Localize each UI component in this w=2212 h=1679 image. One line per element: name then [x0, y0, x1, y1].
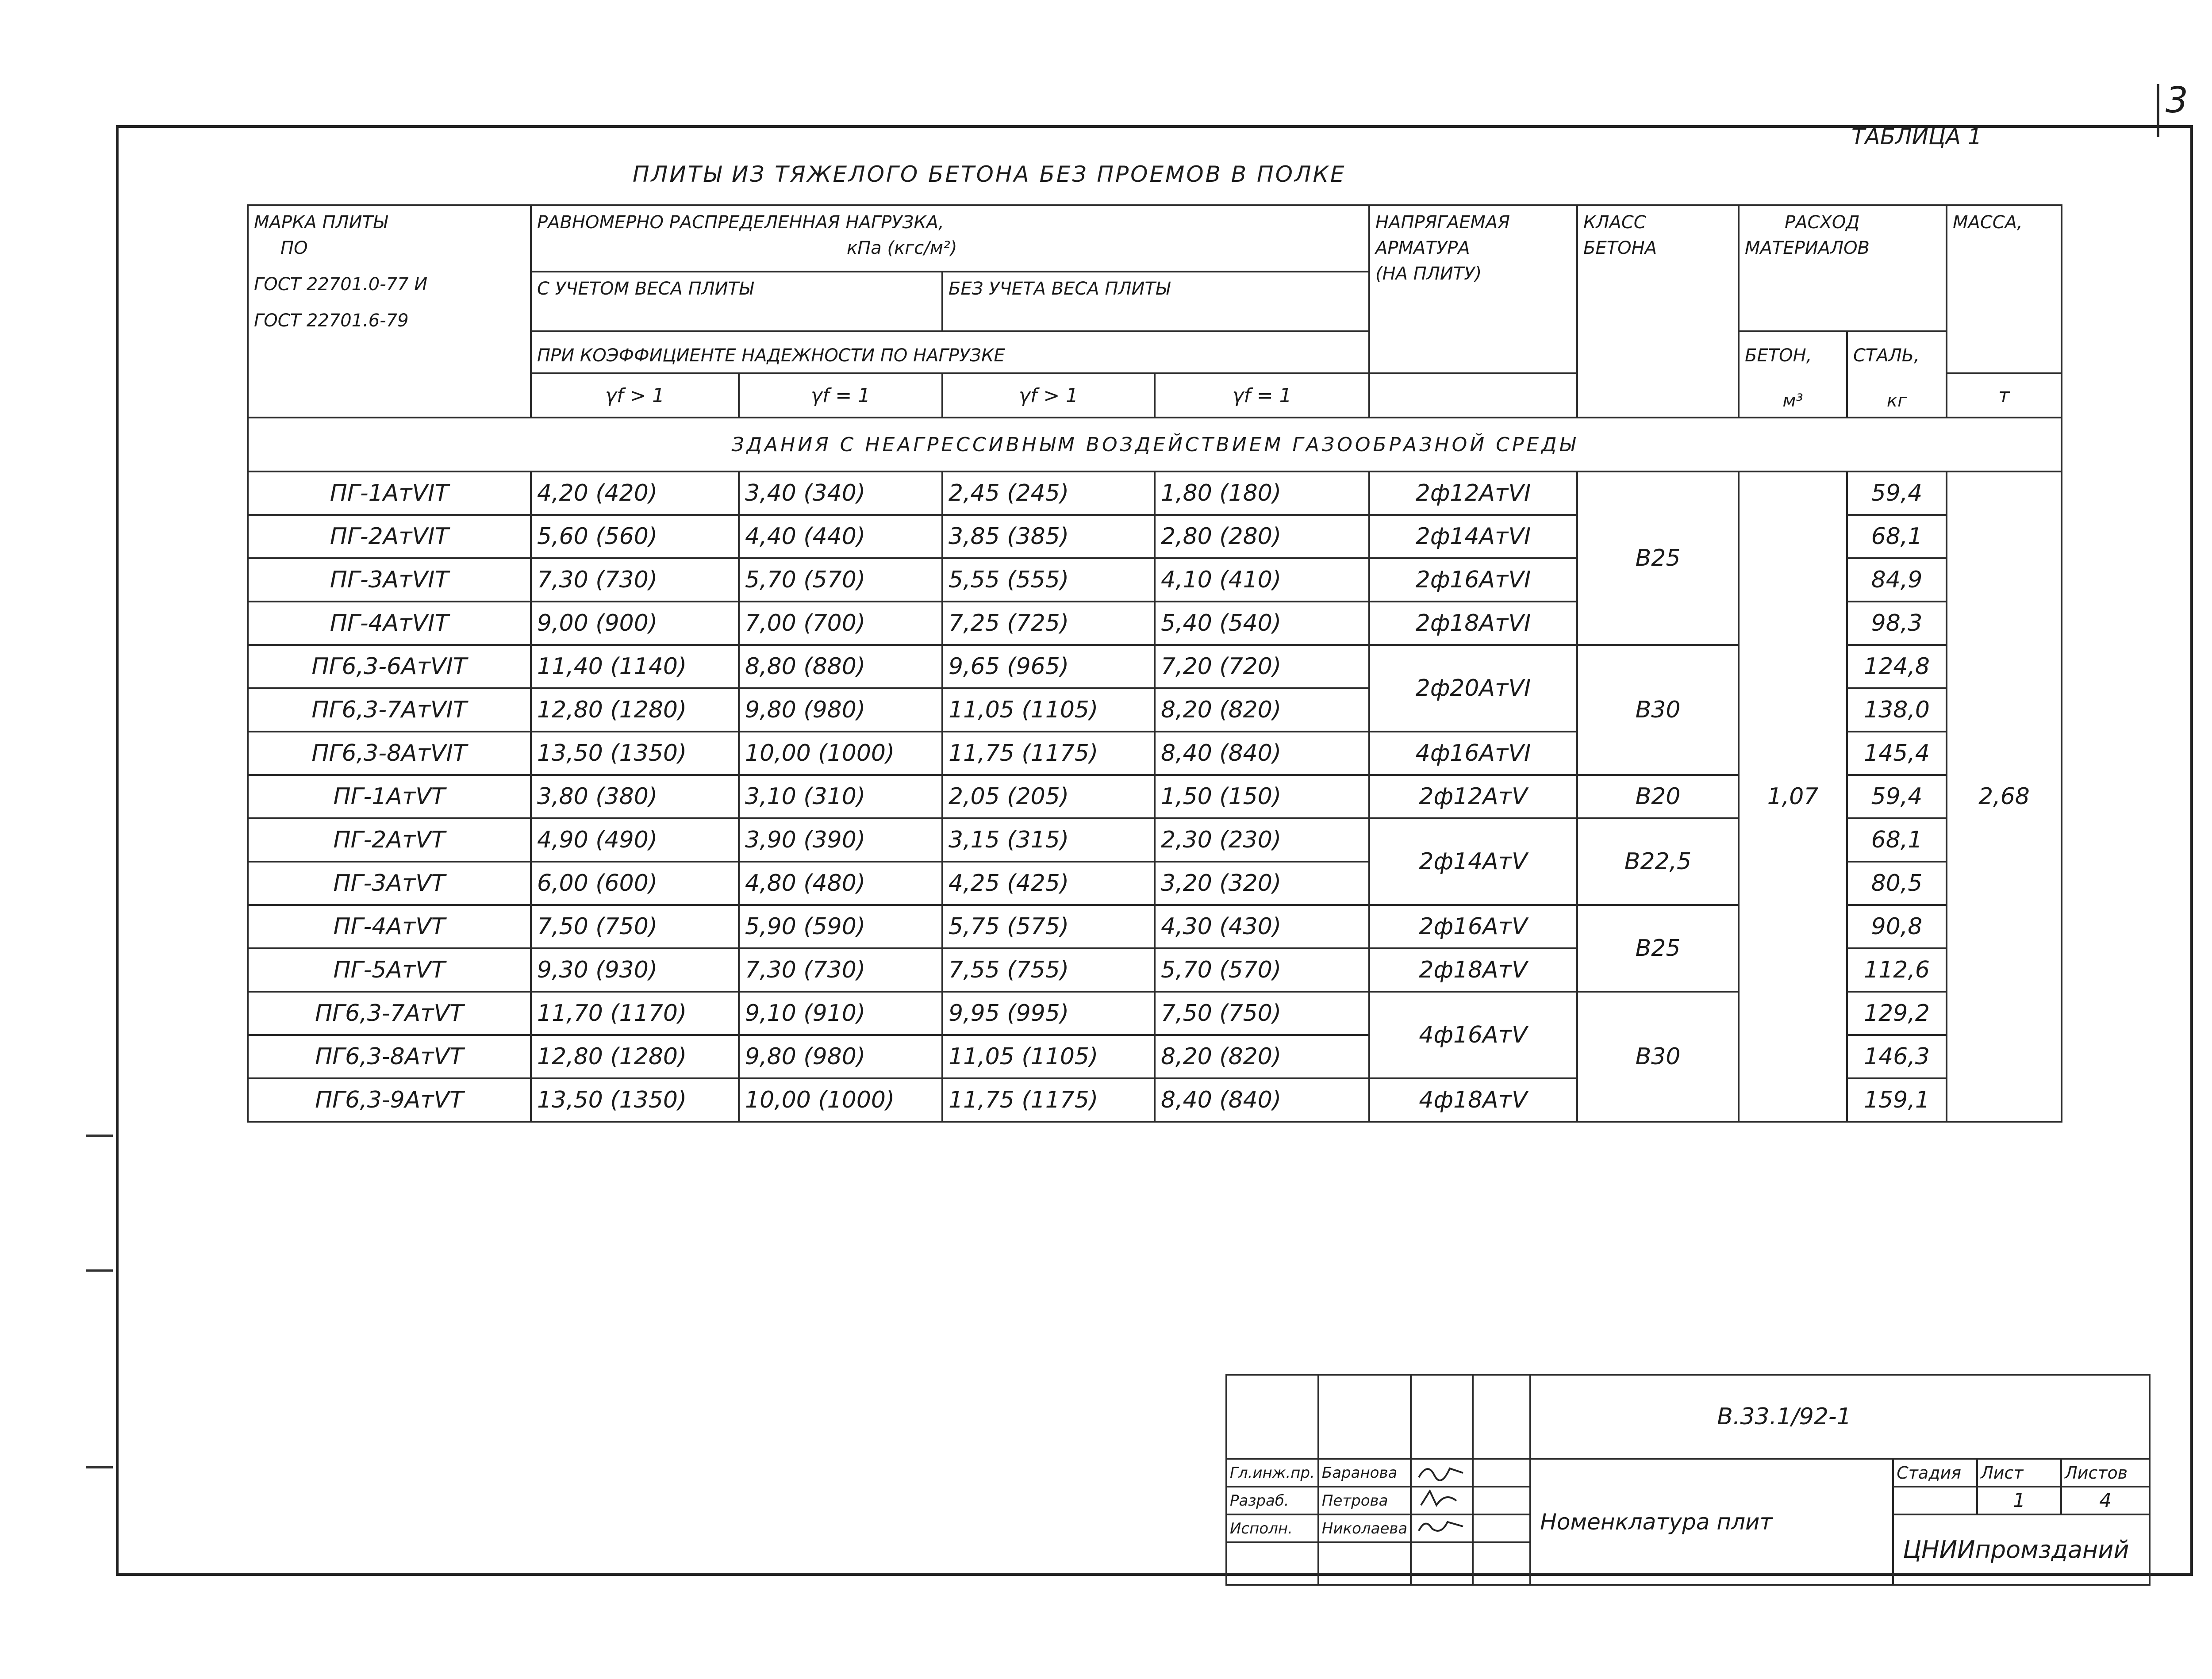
stage-label: Стадия — [1893, 1459, 1977, 1487]
margin-tick — [86, 1135, 113, 1137]
row-steel: 145,4 — [1847, 732, 1947, 775]
header-consumption: РАСХОД МАТЕРИАЛОВ — [1739, 205, 1947, 331]
row-rebar: 4ф16АтV — [1369, 992, 1577, 1078]
row-load-with-eq1: 8,80 (880) — [739, 645, 942, 688]
row-mark: ПГ6,3-6АтVIТ — [248, 645, 531, 688]
table-label: ТАБЛИЦА 1 — [1851, 124, 1982, 150]
signature — [1414, 1487, 1467, 1510]
row-steel: 112,6 — [1847, 948, 1947, 992]
mass-value: 2,68 — [1947, 472, 2062, 1122]
row-steel: 68,1 — [1847, 515, 1947, 558]
row-mark: ПГ-1АтVIТ — [248, 472, 531, 515]
row-load-without-eq1: 2,80 (280) — [1155, 515, 1369, 558]
row-load-with-gt1: 5,60 (560) — [531, 515, 739, 558]
role-label: Гл.инж.пр. — [1226, 1459, 1318, 1487]
row-rebar: 4ф16АтVI — [1369, 732, 1577, 775]
row-load-without-eq1: 5,70 (570) — [1155, 948, 1369, 992]
row-load-without-eq1: 8,40 (840) — [1155, 732, 1369, 775]
header-gamma-eq1-no-weight: γf = 1 — [1155, 373, 1369, 418]
row-load-without-gt1: 7,25 (725) — [942, 602, 1155, 645]
row-load-with-eq1: 9,80 (980) — [739, 688, 942, 732]
row-mark: ПГ-2АтVIТ — [248, 515, 531, 558]
row-load-with-gt1: 9,00 (900) — [531, 602, 739, 645]
row-rebar: 2ф12АтV — [1369, 775, 1577, 818]
row-load-without-gt1: 2,05 (205) — [942, 775, 1155, 818]
row-rebar: 2ф14АтVI — [1369, 515, 1577, 558]
row-mark: ПГ6,3-7АтVIТ — [248, 688, 531, 732]
row-rebar: 2ф14АтV — [1369, 818, 1577, 905]
row-load-without-gt1: 11,75 (1175) — [942, 1078, 1155, 1122]
row-mark: ПГ-3АтVIТ — [248, 558, 531, 602]
row-load-without-gt1: 9,65 (965) — [942, 645, 1155, 688]
document-code: В.33.1/92-1 — [1530, 1375, 2150, 1459]
signature — [1414, 1460, 1467, 1482]
row-load-with-gt1: 7,50 (750) — [531, 905, 739, 948]
row-mark: ПГ-1АтVТ — [248, 775, 531, 818]
sheet-value: 1 — [1977, 1487, 2061, 1514]
row-steel: 98,3 — [1847, 602, 1947, 645]
row-load-with-eq1: 10,00 (1000) — [739, 1078, 942, 1122]
row-load-with-eq1: 7,30 (730) — [739, 948, 942, 992]
header-gamma-gt1-no-weight: γf > 1 — [942, 373, 1155, 418]
role-label: Разраб. — [1226, 1487, 1318, 1514]
sheet-number: 3 — [2166, 80, 2188, 121]
signature — [1414, 1515, 1467, 1537]
signature-cell — [1411, 1514, 1473, 1542]
row-load-without-gt1: 4,25 (425) — [942, 862, 1155, 905]
concrete-class: В22,5 — [1577, 818, 1739, 905]
row-load-without-eq1: 2,30 (230) — [1155, 818, 1369, 862]
row-load-without-gt1: 3,85 (385) — [942, 515, 1155, 558]
header-rebar: НАПРЯГАЕМАЯ АРМАТУРА (НА ПЛИТУ) — [1369, 205, 1577, 373]
concrete-class: В25 — [1577, 472, 1739, 645]
header-load: РАВНОМЕРНО РАСПРЕДЕЛЕННАЯ НАГРУЗКА, кПа (кгс/м²) — [531, 205, 1369, 272]
row-load-with-eq1: 9,10 (910) — [739, 992, 942, 1035]
row-load-without-eq1: 7,20 (720) — [1155, 645, 1369, 688]
row-mark: ПГ6,3-8АтVIТ — [248, 732, 531, 775]
row-load-without-eq1: 4,10 (410) — [1155, 558, 1369, 602]
row-rebar: 2ф18АтVI — [1369, 602, 1577, 645]
document-title: ПЛИТЫ ИЗ ТЯЖЕЛОГО БЕТОНА БЕЗ ПРОЕМОВ В ПОЛКЕ — [633, 161, 1346, 187]
sheet-title: Номенклатура плит — [1530, 1459, 1893, 1585]
header-steel: СТАЛЬ, кг — [1847, 331, 1947, 418]
row-load-with-gt1: 13,50 (1350) — [531, 732, 739, 775]
person-name: Петрова — [1318, 1487, 1411, 1514]
row-load-without-eq1: 3,20 (320) — [1155, 862, 1369, 905]
row-steel: 80,5 — [1847, 862, 1947, 905]
row-load-without-gt1: 11,75 (1175) — [942, 732, 1155, 775]
row-mark: ПГ6,3-7АтVТ — [248, 992, 531, 1035]
row-steel: 59,4 — [1847, 775, 1947, 818]
header-concrete-class: КЛАСС БЕТОНА — [1577, 205, 1739, 418]
row-load-without-gt1: 5,55 (555) — [942, 558, 1155, 602]
header-gamma-gt1: γf > 1 — [531, 373, 739, 418]
row-rebar: 2ф18АтV — [1369, 948, 1577, 992]
sheets-value: 4 — [2061, 1487, 2150, 1514]
margin-tick — [86, 1269, 113, 1272]
header-gamma-eq1: γf = 1 — [739, 373, 942, 418]
row-steel: 68,1 — [1847, 818, 1947, 862]
header-mark: МАРКА ПЛИТЫ ПО ГОСТ 22701.0-77 И ГОСТ 22701.6-79 — [248, 205, 531, 418]
signature-cell — [1411, 1487, 1473, 1514]
row-load-with-eq1: 3,10 (310) — [739, 775, 942, 818]
concrete-class: В20 — [1577, 775, 1739, 818]
row-mark: ПГ-3АтVТ — [248, 862, 531, 905]
row-steel: 159,1 — [1847, 1078, 1947, 1122]
concrete-class: В30 — [1577, 992, 1739, 1122]
row-steel: 129,2 — [1847, 992, 1947, 1035]
row-load-with-gt1: 7,30 (730) — [531, 558, 739, 602]
row-mark: ПГ-5АтVТ — [248, 948, 531, 992]
row-mark: ПГ-4АтVТ — [248, 905, 531, 948]
header-with-weight: С УЧЕТОМ ВЕСА ПЛИТЫ — [531, 272, 942, 331]
row-load-with-gt1: 6,00 (600) — [531, 862, 739, 905]
row-load-without-eq1: 5,40 (540) — [1155, 602, 1369, 645]
concrete-class: В25 — [1577, 905, 1739, 992]
row-load-with-eq1: 4,80 (480) — [739, 862, 942, 905]
concrete-volume: 1,07 — [1739, 472, 1847, 1122]
row-rebar: 2ф16АтVI — [1369, 558, 1577, 602]
row-mark: ПГ6,3-9АтVТ — [248, 1078, 531, 1122]
row-load-without-eq1: 8,20 (820) — [1155, 688, 1369, 732]
row-steel: 90,8 — [1847, 905, 1947, 948]
sheet-number-divider — [2157, 84, 2159, 137]
header-without-weight: БЕЗ УЧЕТА ВЕСА ПЛИТЫ — [942, 272, 1369, 331]
row-load-with-eq1: 9,80 (980) — [739, 1035, 942, 1078]
row-steel: 124,8 — [1847, 645, 1947, 688]
row-load-without-eq1: 8,20 (820) — [1155, 1035, 1369, 1078]
row-steel: 84,9 — [1847, 558, 1947, 602]
person-name: Николаева — [1318, 1514, 1411, 1542]
row-rebar: 4ф18АтV — [1369, 1078, 1577, 1122]
row-load-without-gt1: 2,45 (245) — [942, 472, 1155, 515]
row-load-without-gt1: 9,95 (995) — [942, 992, 1155, 1035]
sheet-label: Лист — [1977, 1459, 2061, 1487]
row-load-with-gt1: 12,80 (1280) — [531, 1035, 739, 1078]
row-load-with-gt1: 13,50 (1350) — [531, 1078, 739, 1122]
row-load-without-gt1: 11,05 (1105) — [942, 688, 1155, 732]
row-load-without-gt1: 11,05 (1105) — [942, 1035, 1155, 1078]
row-load-without-gt1: 3,15 (315) — [942, 818, 1155, 862]
row-load-with-eq1: 5,90 (590) — [739, 905, 942, 948]
row-load-with-gt1: 4,90 (490) — [531, 818, 739, 862]
row-load-with-gt1: 11,40 (1140) — [531, 645, 739, 688]
row-load-with-gt1: 12,80 (1280) — [531, 688, 739, 732]
row-load-without-eq1: 7,50 (750) — [1155, 992, 1369, 1035]
row-load-without-eq1: 8,40 (840) — [1155, 1078, 1369, 1122]
row-steel: 138,0 — [1847, 688, 1947, 732]
header-coefficient: ПРИ КОЭФФИЦИЕНТЕ НАДЕЖНОСТИ ПО НАГРУЗКЕ — [531, 331, 1369, 373]
row-load-without-gt1: 7,55 (755) — [942, 948, 1155, 992]
row-steel: 59,4 — [1847, 472, 1947, 515]
title-block — [1225, 1374, 2151, 1586]
row-mark: ПГ6,3-8АтVТ — [248, 1035, 531, 1078]
section-title: ЗДАНИЯ С НЕАГРЕССИВНЫМ ВОЗДЕЙСТВИЕМ ГАЗООБРАЗНОЙ СРЕДЫ — [248, 418, 2062, 472]
row-rebar: 2ф20АтVI — [1369, 645, 1577, 732]
concrete-class: В30 — [1577, 645, 1739, 775]
row-load-with-eq1: 7,00 (700) — [739, 602, 942, 645]
row-mark: ПГ-2АтVТ — [248, 818, 531, 862]
row-load-with-eq1: 5,70 (570) — [739, 558, 942, 602]
row-load-with-gt1: 3,80 (380) — [531, 775, 739, 818]
row-load-without-gt1: 5,75 (575) — [942, 905, 1155, 948]
sheets-label: Листов — [2061, 1459, 2150, 1487]
signature-cell — [1411, 1459, 1473, 1487]
row-load-with-gt1: 11,70 (1170) — [531, 992, 739, 1035]
header-mass-unit: т — [1947, 373, 2062, 418]
header-concrete: БЕТОН, м³ — [1739, 331, 1847, 418]
plates-table — [247, 204, 2062, 1123]
row-mark: ПГ-4АтVIТ — [248, 602, 531, 645]
row-load-with-eq1: 3,40 (340) — [739, 472, 942, 515]
row-load-with-gt1: 4,20 (420) — [531, 472, 739, 515]
row-rebar: 2ф16АтV — [1369, 905, 1577, 948]
margin-tick — [86, 1466, 113, 1468]
header-rebar-blank — [1369, 373, 1577, 418]
row-load-with-gt1: 9,30 (930) — [531, 948, 739, 992]
row-steel: 146,3 — [1847, 1035, 1947, 1078]
row-load-without-eq1: 4,30 (430) — [1155, 905, 1369, 948]
row-load-with-eq1: 3,90 (390) — [739, 818, 942, 862]
organization: ЦНИИпромзданий — [1893, 1514, 2150, 1585]
row-rebar: 2ф12АтVI — [1369, 472, 1577, 515]
row-load-without-eq1: 1,50 (150) — [1155, 775, 1369, 818]
role-label: Исполн. — [1226, 1514, 1318, 1542]
row-load-without-eq1: 1,80 (180) — [1155, 472, 1369, 515]
row-load-with-eq1: 10,00 (1000) — [739, 732, 942, 775]
person-name: Баранова — [1318, 1459, 1411, 1487]
row-load-with-eq1: 4,40 (440) — [739, 515, 942, 558]
header-mass: МАССА, — [1947, 205, 2062, 373]
